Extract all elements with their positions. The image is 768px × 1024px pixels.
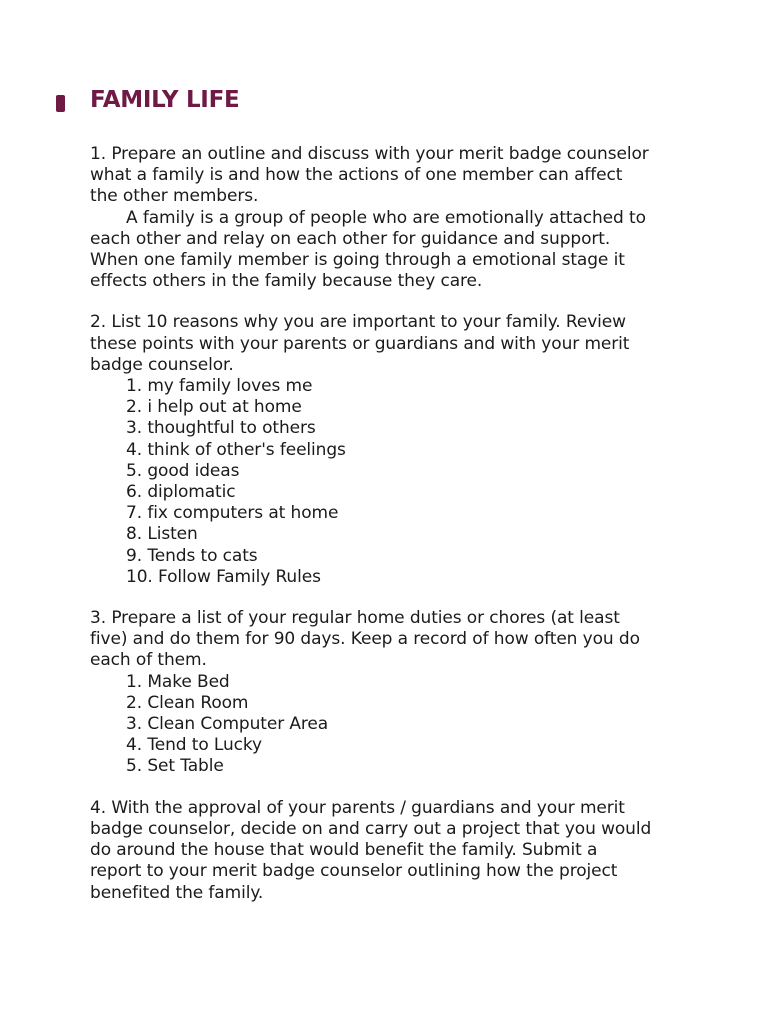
text-line: When one family member is going through a emotional stage it — [90, 250, 625, 271]
text-line: 4. Tend to Lucky — [126, 735, 263, 756]
page-title: FAMILY LIFE — [90, 87, 240, 113]
text-line: each other and relay on each other for guidance and support. — [90, 228, 611, 249]
text-line: each of them. — [90, 650, 207, 671]
requirement-4 — [90, 798, 728, 904]
text-line: 2. List 10 reasons why you are important to your family. Review — [90, 312, 626, 333]
text-line: do around the house that would benefit the family. Submit a — [90, 840, 598, 861]
text-line: 3. Clean Computer Area — [126, 714, 329, 735]
requirement-3 — [90, 608, 728, 778]
text-line: 1. my family loves me — [126, 376, 313, 397]
text-line: what a family is and how the actions of one member can affect — [90, 165, 623, 186]
text-line: the other members. — [90, 186, 259, 207]
text-line: effects others in the family because they care. — [90, 271, 483, 292]
text-line: 9. Tends to cats — [126, 545, 258, 566]
requirement-2 — [90, 312, 728, 588]
text-line: 4. think of other's feelings — [126, 439, 346, 460]
text-line: 2. i help out at home — [126, 397, 302, 418]
text-line: 1. Prepare an outline and discuss with your merit badge counselor — [90, 144, 649, 164]
text-line: badge counselor, decide on and carry out a project that you would — [90, 818, 652, 839]
text-line: report to your merit badge counselor outlining how the project — [90, 861, 618, 882]
text-line: 5. Set Table — [126, 756, 224, 777]
text-line: 1. Make Bed — [126, 671, 230, 692]
text-line: 3. Prepare a list of your regular home duties or chores (at least — [90, 608, 620, 629]
text-line: A family is a group of people who are emotionally attached to — [126, 207, 646, 228]
text-line: five) and do them for 90 days. Keep a record of how often you do — [90, 629, 640, 650]
text-line: 8. Listen — [126, 524, 198, 545]
text-line: 10. Follow Family Rules — [126, 566, 321, 587]
text-line: badge counselor. — [90, 354, 234, 375]
text-line: 4. With the approval of your parents / guardians and your merit — [90, 797, 625, 818]
requirement-1 — [90, 144, 728, 292]
text-line: benefited the family. — [90, 882, 264, 903]
document-body — [0, 112, 768, 904]
title-bullet-marker — [56, 95, 65, 112]
text-line: 2. Clean Room — [126, 692, 249, 713]
text-line: 7. fix computers at home — [126, 503, 339, 524]
text-line: 5. good ideas — [126, 460, 240, 481]
text-line: these points with your parents or guardians and with your merit — [90, 333, 630, 354]
text-line: 6. diplomatic — [126, 482, 236, 503]
text-line: 3. thoughtful to others — [126, 418, 316, 439]
